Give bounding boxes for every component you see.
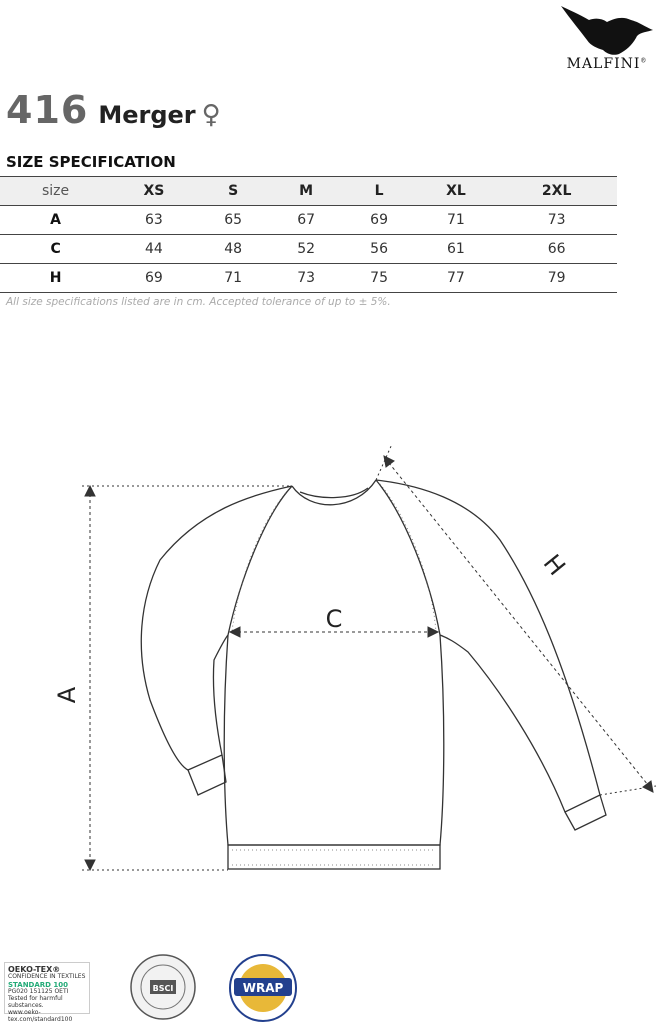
- header-cell: L: [343, 177, 416, 206]
- stitching: [232, 484, 436, 865]
- sweatshirt-outline: [141, 480, 606, 869]
- table-cell: 56: [343, 235, 416, 264]
- female-icon: ♀: [201, 100, 221, 130]
- table-cell: 44: [111, 235, 197, 264]
- header-cell: 2XL: [496, 177, 617, 206]
- table-cell: 71: [197, 264, 270, 293]
- header-cell: XS: [111, 177, 197, 206]
- oeko-subtitle: CONFIDENCE IN TEXTILES: [8, 973, 86, 981]
- oeko-standard: STANDARD 100: [8, 981, 69, 990]
- product-title: [6, 88, 221, 132]
- label-h: H: [537, 549, 571, 581]
- tolerance-note: All size specifications listed are in cm. Accepted tolerance of up to ± 5%.: [6, 296, 391, 308]
- product-name: Merger: [98, 101, 196, 129]
- table-cell: 73: [496, 206, 617, 235]
- label-a: A: [53, 686, 81, 704]
- table-cell: 77: [416, 264, 497, 293]
- table-cell: 61: [416, 235, 497, 264]
- brand-logo: [552, 0, 662, 82]
- header-cell: M: [270, 177, 343, 206]
- bsci-label: BSCI: [152, 984, 174, 993]
- certifications: [0, 952, 672, 1024]
- table-cell: 79: [496, 264, 617, 293]
- product-code: 416: [6, 88, 89, 132]
- table-row: [0, 264, 617, 293]
- bsci-badge: [128, 952, 198, 1022]
- oeko-tested: Tested for harmful substances.: [8, 995, 63, 1009]
- table-header-row: [0, 177, 617, 206]
- brand-name: MALFINI: [566, 56, 641, 72]
- table-row: [0, 206, 617, 235]
- table-cell: 67: [270, 206, 343, 235]
- table-cell: 48: [197, 235, 270, 264]
- table-cell: 71: [416, 206, 497, 235]
- dimension-h: [376, 444, 656, 795]
- trademark: ®: [640, 57, 648, 65]
- table-cell: 73: [270, 264, 343, 293]
- row-label: H: [0, 264, 111, 293]
- eagle-icon: [557, 0, 657, 58]
- dimension-a: [82, 486, 292, 870]
- wrap-badge: [226, 952, 300, 1024]
- size-table: [0, 176, 617, 293]
- oeko-url: www.oeko-tex.com/standard100: [8, 1008, 73, 1023]
- table-cell: 75: [343, 264, 416, 293]
- header-cell: XL: [416, 177, 497, 206]
- label-c: C: [325, 605, 343, 633]
- oeko-tex-badge: [4, 962, 90, 1023]
- row-label: A: [0, 206, 111, 235]
- oeko-title: OEKO-TEX®: [8, 965, 61, 974]
- header-cell: size: [0, 177, 111, 206]
- table-cell: 65: [197, 206, 270, 235]
- table-cell: 66: [496, 235, 617, 264]
- table-row: [0, 235, 617, 264]
- table-cell: 69: [343, 206, 416, 235]
- oeko-code: PG020 151125 OETI: [8, 988, 69, 996]
- garment-diagram: [0, 420, 672, 900]
- table-cell: 63: [111, 206, 197, 235]
- spec-title: SIZE SPECIFICATION: [6, 153, 176, 171]
- header-cell: S: [197, 177, 270, 206]
- table-cell: 69: [111, 264, 197, 293]
- row-label: C: [0, 235, 111, 264]
- table-cell: 52: [270, 235, 343, 264]
- wrap-label: WRAP: [242, 981, 284, 995]
